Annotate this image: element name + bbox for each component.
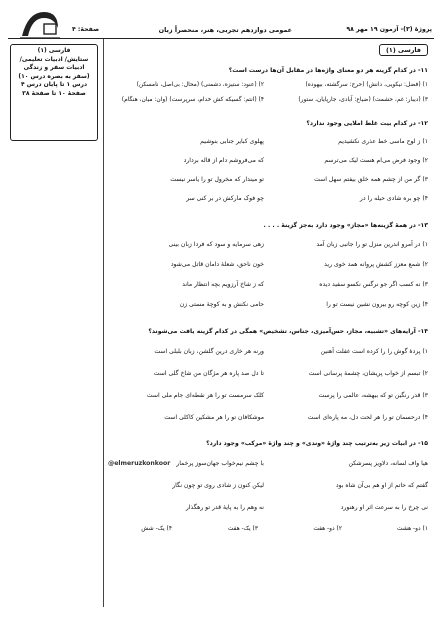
syllabus-line: درس ۱ تا پایان درس ۴ xyxy=(20,81,88,89)
q11-option-4: ۴) (انتم: گسیکه کش خدام، سرپرست) (وان: میان، هنگام) xyxy=(121,97,264,103)
q15-option-3: ۳) یک- هفت xyxy=(227,526,258,532)
q12-row-1-a: ۱) ز لوح ماسی خط عذری نکشیدیم xyxy=(338,138,428,145)
q15-row-3-a: نی چرخ را به سرعت اثر او رهنورد xyxy=(340,504,428,511)
q13-row-4-a: ۴) زین کوچه رو بیرون نشین نیست تو را xyxy=(326,301,428,308)
q12-row-1-b: پهلوی کبایر جنابی بنوشیم xyxy=(200,138,264,145)
q12-row-4-b: چو فوک مارکش در بر کنی سر xyxy=(186,195,264,202)
q13-row-4-b: حامی نکنش و به کوچهٔ مستی زن xyxy=(179,301,264,308)
q14-row-2-b: تا دل صد پاره هر مژگان من شاخ گلی است xyxy=(153,370,264,377)
q14-row-1-b: ورنه هر خاری درین گلشن، زبان بلبلی است xyxy=(154,348,264,355)
q14-row-3-a: ۳) قدر رنگین تو که بیهشه، عالمی را پرست xyxy=(318,392,428,399)
syllabus-line: ادبیات سفر و زندگی xyxy=(23,64,85,72)
q11-option-1: ۱) (فضل: نیکویی، دانش) (حرج: سرگشته، بیهوده) xyxy=(305,82,428,88)
q15-row-1-b: با چشم نیم‌خواب جهان‌سوز پرخمار xyxy=(176,460,264,467)
question-15-stem: ۱۵- در ابیات زیر به‌ترتیب چند واژهٔ «وندی» و چند واژهٔ «مرکب» وجود دارد؟ xyxy=(206,440,428,447)
q15-option-1: ۱) دو- هشت xyxy=(397,526,428,532)
q15-option-4: ۴) یک- شش xyxy=(141,526,172,532)
question-12-stem: ۱۲- در کدام بیت غلط املایی وجود ندارد؟ xyxy=(306,120,428,127)
q13-row-3-a: ۳) نه کسب اگر جو نرگس نکسو سفید دیده xyxy=(319,281,428,288)
syllabus-line: (سفر به بصره درس ۱۰) xyxy=(18,72,90,80)
syllabus-line: ستایش/ ادبیات تعلیمی/ xyxy=(19,55,89,63)
questions-column xyxy=(106,40,434,610)
syllabus-box xyxy=(10,44,98,141)
exam-subtitle: عمومی دوازدهم تجربی، هنر، منحصراً زبان xyxy=(158,26,292,34)
publisher-logo xyxy=(14,6,64,42)
question-11-stem: ۱۱- در کدام گزینه هر دو معنای واژه‌ها در مقابل آن‌ها درست است؟ xyxy=(228,67,428,74)
q13-row-2-a: ۲) شمع معزز کشش پروانه همد خوی رید xyxy=(324,261,428,268)
column-divider xyxy=(103,39,104,607)
q15-option-2: ۲) دو- هفت xyxy=(313,526,342,532)
q12-row-2-b: که می‌فروشم دام از قاله بردارد xyxy=(183,157,264,164)
q14-row-1-a: ۱) پردهٔ گوش را را کرده است غفلت آهنین xyxy=(320,348,428,355)
question-14-stem: ۱۴- آرایه‌های «تشبیه، مجاز، حس‌آمیزی، جناس، تشخیص» همگی در کدام گزینه یافت می‌شوند؟ xyxy=(148,328,428,335)
question-13-stem: ۱۳- در همهٔ گزینه‌ها «مجاز» وجود دارد به‌جز گزینهٔ . . . . xyxy=(263,222,428,229)
q14-row-3-b: کلک سرمست تو را هر نقطه‌ای جام ملی است xyxy=(146,392,264,399)
q13-row-3-b: که ز شاخ آرزویم بچه انتظار ماند xyxy=(182,281,264,288)
page-number: صفحهٔ: ۴ xyxy=(72,26,100,33)
q11-option-3: ۳) (دیبار: غم، حشمت) (ضیاع: آبادی، جارپایان، ستور) xyxy=(298,97,428,103)
q12-row-3-b: تو میندار که مخرول تو را یاسر نیست xyxy=(170,176,264,183)
exam-title: پروژهٔ (۳)- آزمون ۱۹ مهر ۹۸ xyxy=(346,26,432,33)
q12-row-4-a: ۴) چو بره شادی حیله را در xyxy=(359,195,428,202)
syllabus-line: فارسی (۱) xyxy=(37,47,71,54)
header-rule xyxy=(8,38,434,39)
q12-row-2-a: ۲) وجود فرض می‌ام هست لیک می‌ترسم xyxy=(324,157,428,164)
watermark-handle: @elmeruzkonkoor xyxy=(108,460,171,467)
q13-row-1-b: زهی سرمایه و سود که فردا زبان بینی xyxy=(168,241,264,248)
q14-row-4-a: ۴) درحسمان تو را هر لحت دل، مه پاره‌ای است xyxy=(307,414,428,421)
syllabus-line: صفحهٔ ۱۰ تا صفحهٔ ۳۸ xyxy=(22,89,86,97)
q15-row-1-a: هیا واف لسانه، دلاویز پسرشکن xyxy=(348,460,428,467)
q15-row-3-b: نه وهم را به پایهٔ قدر تو رهگذار xyxy=(185,504,264,511)
q14-row-4-b: موشکافان تو را هر مشکین کاکلی است xyxy=(164,414,264,421)
section-badge: فارسی (۱) xyxy=(379,44,428,56)
q15-row-2-a: گفتم که حاتم از او هم بی‌آن شاه بود xyxy=(335,482,428,489)
q13-row-2-b: خون ناحق، شعلهٔ دامان قاتل می‌شود xyxy=(170,261,264,268)
q12-row-3-a: ۳) گر من از چشم همه خلق بیفتم سهل است xyxy=(314,176,428,183)
q11-option-2: ۲) (عنود: ستیزه، دشمنی) (محال: بی‌اصل، نامسکن) xyxy=(136,82,264,88)
q15-row-2-b: لیکن کنون ز شادی روی تو چون نگار xyxy=(172,482,264,489)
q14-row-2-a: ۲) تبسم از خواب پریشان، چشمهٔ پرسانی است xyxy=(308,370,428,377)
q13-row-1-a: ۱) در آمرو اندرین منزل تو را جانبی زبان آمد xyxy=(316,241,428,248)
